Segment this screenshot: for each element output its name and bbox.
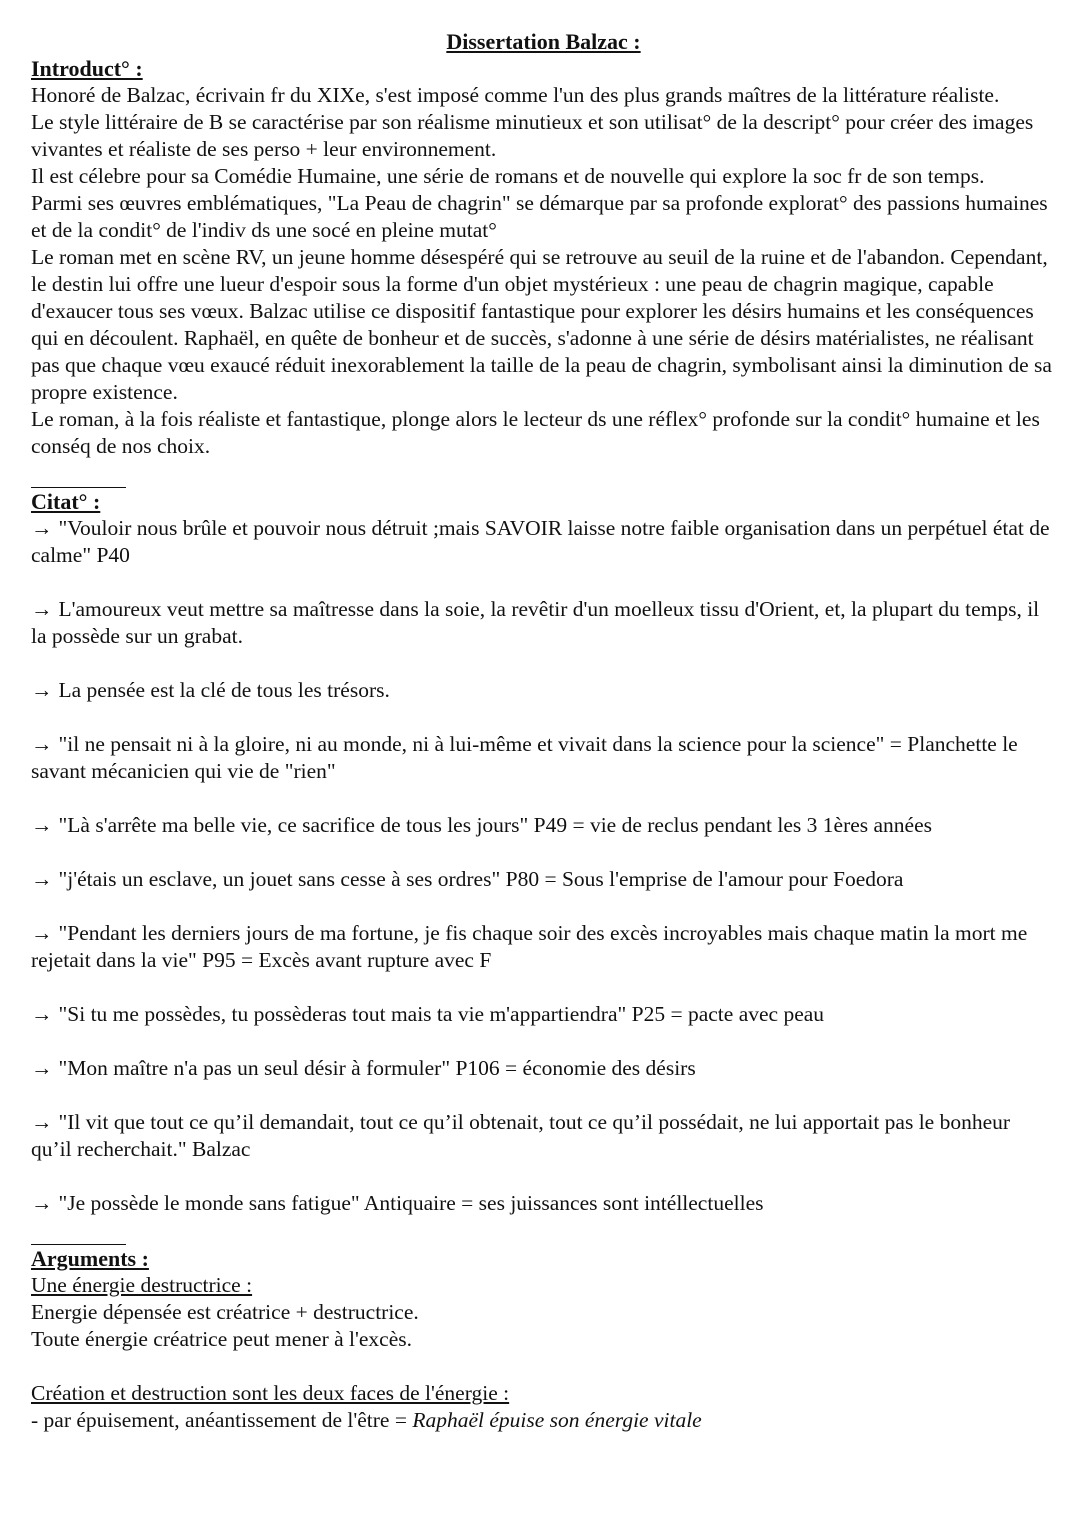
citation-text: "Pendant les derniers jours de ma fortune, je fis chaque soir des excès incroyables mais chaque matin la mort me rejetait dans la vie" P95 = Excès avant rupture avec F [31, 921, 1028, 972]
arguments-section [31, 1245, 1056, 1434]
arrow-icon: → [31, 921, 53, 945]
citation-item [31, 731, 1056, 785]
intro-paragraph: Honoré de Balzac, écrivain fr du XIXe, s'est imposé comme l'un des plus grands maîtres de la littérature réaliste. [31, 83, 1000, 107]
arrow-icon: → [31, 867, 53, 891]
citations-heading: Citat° : [31, 489, 101, 514]
citation-item [31, 677, 1056, 704]
citation-text: "Je possède le monde sans fatigue" Antiquaire = ses juissances sont intéllectuelles [58, 1191, 764, 1215]
citation-text: "Il vit que tout ce qu’il demandait, tout ce qu’il obtenait, tout ce qu’il possédait, ne lui apportait pas le bonheur qu’il recherchait." Balzac [31, 1110, 1011, 1161]
citations-section [31, 488, 1056, 1217]
arrow-icon: → [31, 1002, 53, 1026]
citation-text: "Vouloir nous brûle et pouvoir nous détruit ;mais SAVOIR laisse notre faible organisation dans un perpétuel état de calme" P40 [31, 516, 1050, 567]
argument-example: Raphaël épuise son énergie vitale [412, 1408, 702, 1432]
document-page [31, 28, 1056, 1434]
citation-text: "Là s'arrête ma belle vie, ce sacrifice de tous les jours" P49 = vie de reclus pendant les 3 1ères années [58, 813, 933, 837]
citation-item [31, 866, 1056, 893]
argument-line [31, 1407, 1056, 1434]
spacer [31, 1353, 1056, 1380]
citation-text: La pensée est la clé de tous les trésors. [58, 678, 390, 702]
citation-item [31, 596, 1056, 650]
arrow-icon: → [31, 813, 53, 837]
argument-line: Energie dépensée est créatrice + destructrice. [31, 1300, 419, 1324]
intro-paragraph: Le roman met en scène RV, un jeune homme désespéré qui se retrouve au seuil de la ruine et de l'abandon. Cependant, le destin lui offre une lueur d'espoir sous la forme d'un objet mystérieux : une peau de chagrin magique, capable d'exaucer tous ses vœux. Balzac utilise ce dispositif fantastique pour explorer les désirs humains et les conséquences qui en découlent. Raphaël, en quête de bonheur et de succès, s'adonne à une série de désirs matérialistes, ne réalisant pas que chaque vœu exaucé réduit inexorablement la taille de la peau de chagrin, symbolisant ainsi la diminution de sa propre existence. [31, 245, 1052, 404]
arguments-heading: Arguments : [31, 1246, 149, 1271]
citation-item [31, 1001, 1056, 1028]
arrow-icon: → [31, 1191, 53, 1215]
citation-item [31, 920, 1056, 974]
intro-paragraph: Il est célebre pour sa Comédie Humaine, une série de romans et de nouvelle qui explore la soc fr de son temps. [31, 164, 985, 188]
citation-item [31, 1055, 1056, 1082]
intro-paragraph: Parmi ses œuvres emblématiques, "La Peau de chagrin" se démarque par sa profonde explorat° des passions humaines et de la condit° de l'indiv ds une socé en pleine mutat° [31, 191, 1048, 242]
citation-text: "Si tu me possèdes, tu possèderas tout mais ta vie m'appartiendra" P25 = pacte avec peau [58, 1002, 825, 1026]
intro-paragraph: Le style littéraire de B se caractérise par son réalisme minutieux et son utilisat° de la descript° pour créer des images vivantes et réaliste de ses perso + leur environnement. [31, 110, 1034, 161]
argument-line: Toute énergie créatrice peut mener à l'excès. [31, 1327, 412, 1351]
citation-text: "j'étais un esclave, un jouet sans cesse à ses ordres" P80 = Sous l'emprise de l'amour pour Foedora [58, 867, 904, 891]
document-title: Dissertation Balzac : [446, 29, 641, 54]
citation-item [31, 1109, 1056, 1163]
arrow-icon: → [31, 678, 53, 702]
citation-text: "il ne pensait ni à la gloire, ni au monde, ni à lui-même et vivait dans la science pour la science" = Planchette le savant mécanicien qui vie de "rien" [31, 732, 1018, 783]
arrow-icon: → [31, 732, 53, 756]
arrow-icon: → [31, 516, 53, 540]
citation-text: "Mon maître n'a pas un seul désir à formuler" P106 = économie des désirs [58, 1056, 696, 1080]
argument-line-text: - par épuisement, anéantissement de l'être = [31, 1408, 413, 1432]
introduction-section [31, 55, 1056, 460]
citation-item [31, 812, 1056, 839]
citation-item [31, 515, 1056, 569]
arrow-icon: → [31, 597, 53, 621]
argument-subheading: Création et destruction sont les deux faces de l'énergie : [31, 1381, 510, 1405]
argument-subheading: Une énergie destructrice : [31, 1273, 253, 1297]
citation-text: L'amoureux veut mettre sa maîtresse dans la soie, la revêtir d'un moelleux tissu d'Orient, et, la plupart du temps, il la possède sur un grabat. [31, 597, 1040, 648]
citation-item [31, 1190, 1056, 1217]
intro-paragraph: Le roman, à la fois réaliste et fantastique, plonge alors le lecteur ds une réflex° profonde sur la condit° humaine et les conséq de nos choix. [31, 407, 1040, 458]
arrow-icon: → [31, 1110, 53, 1134]
introduction-heading: Introduct° : [31, 56, 143, 81]
arrow-icon: → [31, 1056, 53, 1080]
